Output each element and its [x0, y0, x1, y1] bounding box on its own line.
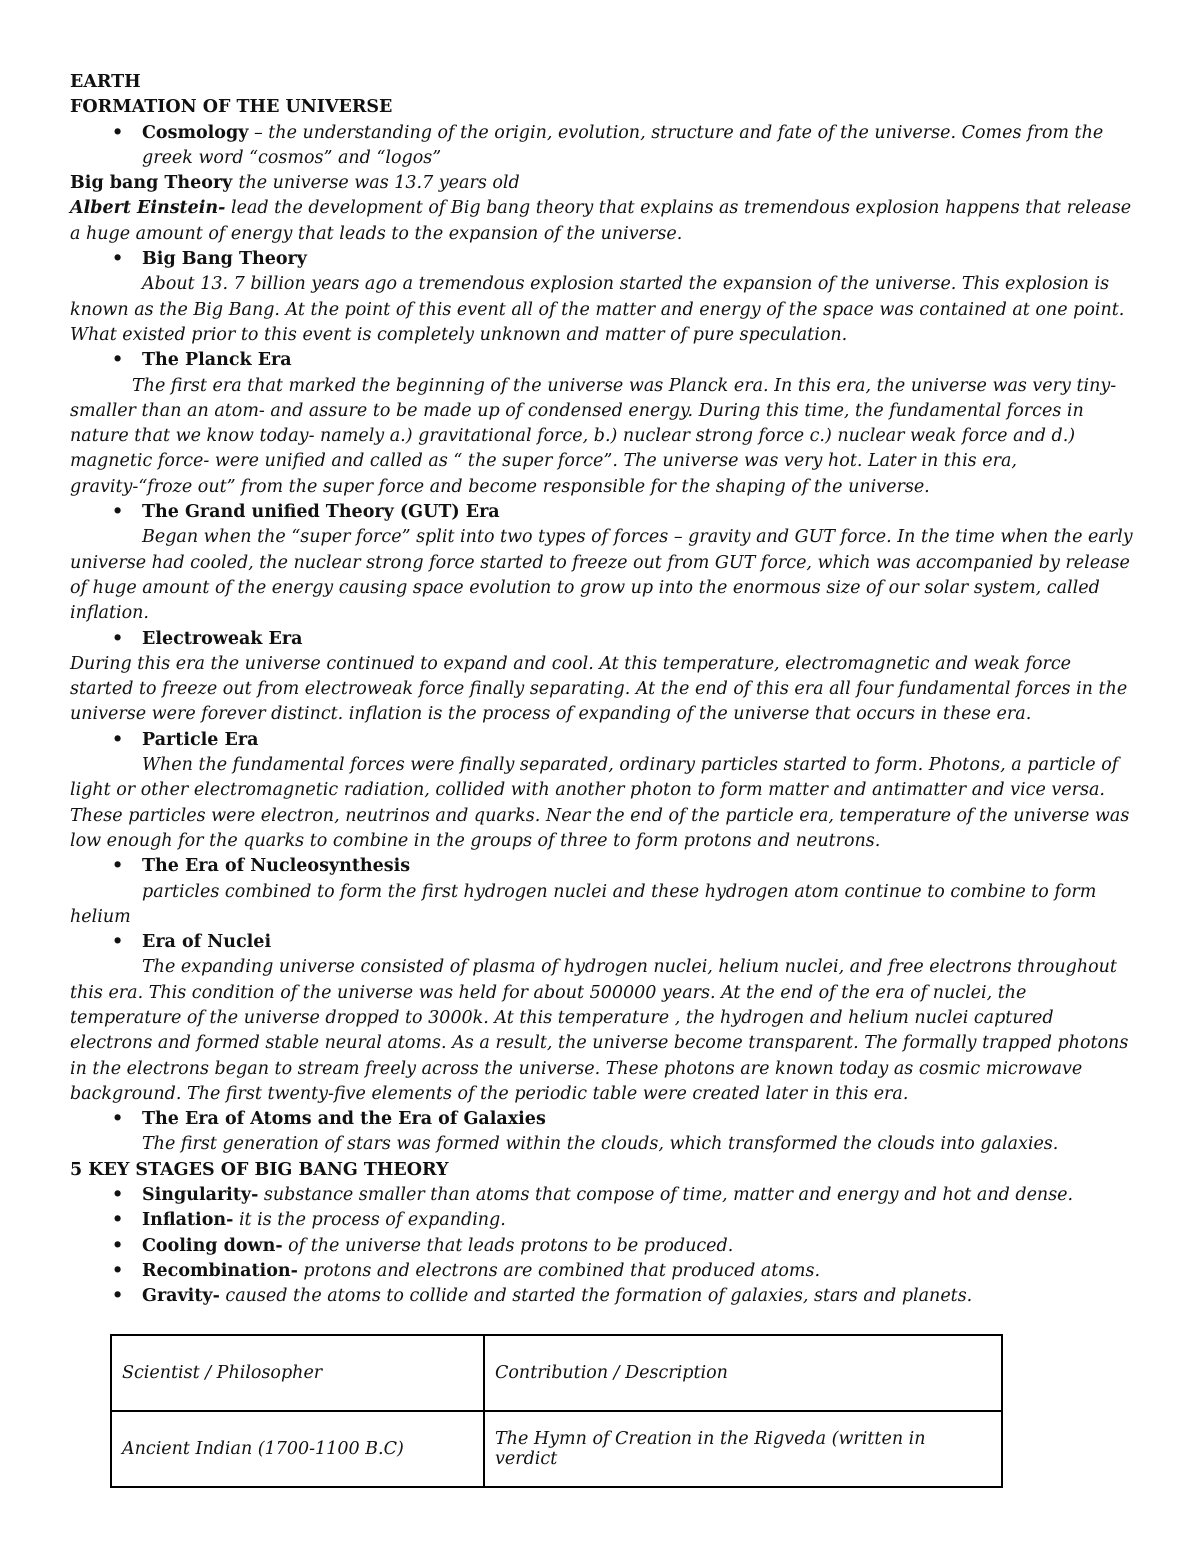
section-line: nature that we know today- namely a.) gravitational force, b.) nuclear strong force c.) nuclear weak force and d.): [70, 426, 1076, 447]
stage-term: Recombination-: [142, 1260, 298, 1281]
document-page: [70, 70, 1133, 1310]
section-line: helium: [70, 906, 131, 927]
bullet-icon: •: [112, 856, 124, 877]
scientists-table: [110, 1334, 1003, 1488]
section-line: temperature of the universe dropped to 3000k. At this temperature , the hydrogen and helium nuclei captured: [70, 1007, 1054, 1028]
bullet-icon: •: [112, 932, 124, 953]
section-line: magnetic force- were unified and called as “ the super force”. The universe was very hot. Later in this era,: [70, 451, 1017, 472]
cosmology-term: Cosmology: [142, 122, 249, 143]
section-line: particles combined to form the first hydrogen nuclei and these hydrogen atom continue to combine to form: [142, 881, 1097, 902]
section-big-bang: [70, 247, 1130, 272]
section-line: of huge amount of the energy causing space evolution to grow up into the enormous size of our solar system, called: [70, 577, 1100, 598]
stages-heading: 5 KEY STAGES OF BIG BANG THEORY: [70, 1159, 449, 1180]
bullet-icon: •: [112, 1109, 124, 1130]
section-line: universe were forever distinct. inflation is the process of expanding of the universe that occurs in these era.: [70, 704, 1032, 725]
section-line: light or other electromagnetic radiation, collided with another photon to form matter and antimatter and vice versa.: [70, 780, 1105, 801]
section-title: Era of Nuclei: [142, 932, 272, 953]
section-title: The Era of Atoms and the Era of Galaxies: [142, 1109, 546, 1130]
cosmology-item: [70, 121, 1130, 146]
stage-term: Singularity-: [142, 1185, 259, 1206]
bullet-icon: •: [112, 1210, 124, 1231]
section-line: known as the Big Bang. At the point of this event all of the matter and energy of the space was contained at one point.: [70, 299, 1125, 320]
section-line: started to freeze out from electroweak force finally separating. At the end of this era all four fundamental forces in the: [70, 679, 1128, 700]
bullet-icon: •: [112, 249, 124, 270]
section-era-of-nuclei: [70, 930, 1130, 955]
einstein-line-1: [70, 196, 1130, 221]
doc-heading: FORMATION OF THE UNIVERSE: [70, 97, 393, 118]
section-title: Big Bang Theory: [142, 249, 307, 270]
einstein-text-1: lead the development of Big bang theory that explains as tremendous explosion happens that release: [225, 198, 1132, 219]
section-particle-era: [70, 728, 1130, 753]
bullet-icon: •: [112, 1235, 124, 1256]
bullet-icon: •: [112, 1185, 124, 1206]
table-row: [111, 1411, 1002, 1487]
section-line: What existed prior to this event is completely unknown and matter of pure speculation.: [70, 324, 848, 345]
section-line: background. The first twenty-five elements of the periodic table were created later in this era.: [70, 1083, 909, 1104]
stage-text: of the universe that leads protons to be produced.: [282, 1235, 734, 1256]
table-header-cell: Contribution / Description: [484, 1335, 1002, 1411]
section-line: During this era the universe continued to expand and cool. At this temperature, electromagnetic and weak force: [70, 653, 1072, 674]
table-cell: The Hymn of Creation in the Rigveda (written in verdict: [484, 1411, 1002, 1487]
section-line: inflation.: [70, 603, 149, 624]
section-title: The Grand unified Theory (GUT) Era: [142, 502, 500, 523]
section-title: The Planck Era: [142, 350, 292, 371]
bullet-icon: •: [112, 350, 124, 371]
doc-title: EARTH: [70, 72, 141, 92]
stage-text: caused the atoms to collide and started the formation of galaxies, stars and planets.: [219, 1286, 973, 1307]
section-title: Particle Era: [142, 729, 259, 750]
section-line: The first generation of stars was formed within the clouds, which transformed the clouds into galaxies.: [142, 1134, 1059, 1155]
einstein-text-2: a huge amount of energy that leads to the expansion of the universe.: [70, 223, 683, 244]
stage-term: Gravity-: [142, 1286, 220, 1307]
stage-item: [70, 1183, 1130, 1208]
bullet-icon: •: [112, 1286, 124, 1307]
bullet-icon: •: [112, 1260, 124, 1281]
section-nucleosynthesis: [70, 854, 1130, 879]
bullet-icon: •: [112, 122, 124, 143]
section-line: gravity-“froze out” from the super force and become responsible for the shaping of the universe.: [70, 476, 930, 497]
cosmology-def-1: the understanding of the origin, evolution, structure and fate of the universe. Comes from the: [268, 122, 1104, 143]
section-line: smaller than an atom- and assure to be made up of condensed energy. During this time, the fundamental forces in: [70, 400, 1084, 421]
section-line: The expanding universe consisted of plasma of hydrogen nuclei, helium nuclei, and free electrons throughout: [142, 957, 1117, 978]
section-line: About 13. 7 billion years ago a tremendous explosion started the expansion of the universe. This explosion is: [142, 274, 1110, 295]
section-line: These particles were electron, neutrinos and quarks. Near the end of the particle era, temperature of the universe was: [70, 805, 1130, 826]
stage-term: Cooling down-: [142, 1235, 283, 1256]
stage-term: Inflation-: [142, 1210, 234, 1231]
stage-text: substance smaller than atoms that compose of time, matter and energy and hot and dense.: [258, 1185, 1074, 1206]
section-planck-era: [70, 348, 1130, 373]
stage-text: it is the process of expanding.: [233, 1210, 506, 1231]
section-gut-era: [70, 500, 1130, 525]
section-title: Electroweak Era: [142, 628, 303, 649]
stage-item: [70, 1208, 1130, 1233]
cosmology-dash: –: [248, 122, 269, 143]
section-line: this era. This condition of the universe was held for about 500000 years. At the end of the era of nuclei, the: [70, 982, 1027, 1003]
section-line: Began when the “super force” split into two types of forces – gravity and GUT force. In the time when the early: [142, 527, 1133, 548]
section-line: in the electrons began to stream freely across the universe. These photons are known today as cosmic microwave: [70, 1058, 1083, 1079]
bullet-icon: •: [112, 502, 124, 523]
stage-text: protons and electrons are combined that produced atoms.: [297, 1260, 821, 1281]
table-header-row: [111, 1335, 1002, 1411]
section-electroweak-era: [70, 627, 1130, 652]
stage-item: [70, 1259, 1130, 1284]
stage-item: [70, 1284, 1130, 1309]
big-bang-line: [70, 171, 1130, 196]
bullet-icon: •: [112, 729, 124, 750]
cosmology-def-2: greek word “cosmos” and “logos”: [142, 147, 442, 168]
stage-item: [70, 1234, 1130, 1259]
section-title: The Era of Nucleosynthesis: [142, 856, 411, 877]
section-line: universe had cooled, the nuclear strong force started to freeze out from GUT force, which was accompanied by release: [70, 552, 1130, 573]
section-line: The first era that marked the beginning of the universe was Planck era. In this era, the universe was very tiny-: [132, 375, 1117, 396]
section-line: low enough for the quarks to combine in the groups of three to form protons and neutrons.: [70, 830, 881, 851]
bullet-icon: •: [112, 628, 124, 649]
big-bang-text: the universe was 13.7 years old: [238, 173, 520, 194]
big-bang-term: Big bang Theory: [70, 173, 239, 194]
section-line: electrons and formed stable neural atoms. As a result, the universe become transparent. The formally trapped photons: [70, 1033, 1129, 1054]
section-atoms-galaxies: [70, 1107, 1130, 1132]
section-line: When the fundamental forces were finally separated, ordinary particles started to form. Photons, a particle of: [142, 755, 1119, 776]
table-cell: Ancient Indian (1700-1100 B.C): [111, 1411, 484, 1487]
einstein-name: Albert Einstein-: [70, 198, 226, 219]
table-header-cell: Scientist / Philosopher: [111, 1335, 484, 1411]
